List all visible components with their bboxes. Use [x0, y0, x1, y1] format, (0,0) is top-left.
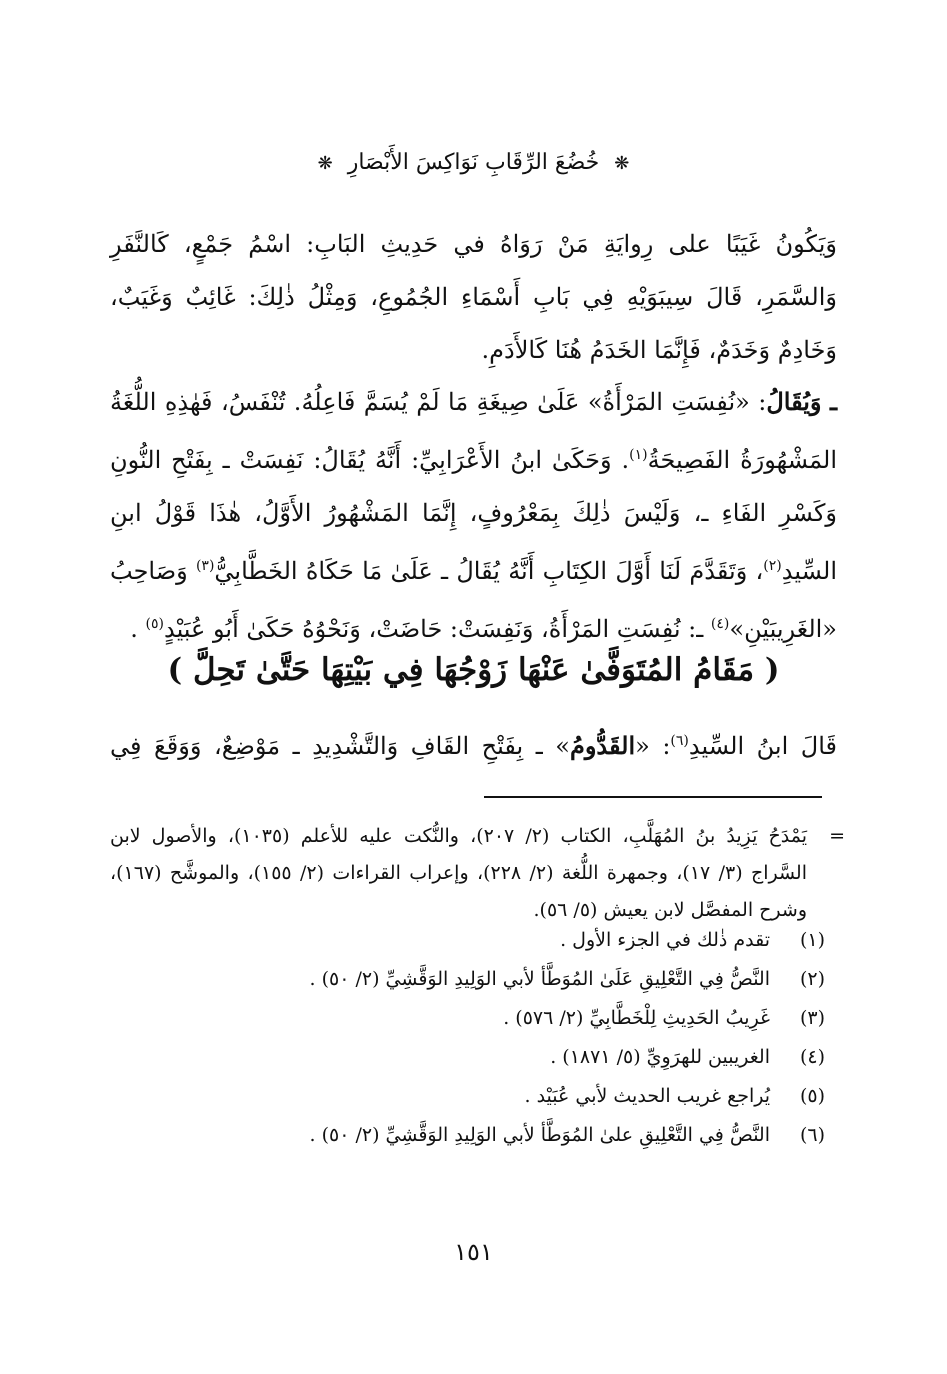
- continuation-mark: =: [829, 825, 845, 847]
- footnote-text: يُراجع غريب الحديث لأبي عُبَيْد .: [524, 1085, 770, 1107]
- paragraph-3-text: » ـ بِفَتْحِ القَافِ وَالتَّشْدِيدِ ـ مَوْضِعٌ، وَوَقَعَ فِي: [110, 732, 570, 760]
- footnote-item: [110, 1046, 837, 1085]
- paragraph-dash: ـ: [829, 387, 837, 416]
- footnote-ref-2[interactable]: (٢): [763, 558, 782, 574]
- footnote-item: [110, 968, 837, 1007]
- footnote-ref-3[interactable]: (٣): [195, 558, 215, 574]
- footnote-text: الغريبين للهرَوِيِّ (٥/ ١٨٧١) .: [550, 1046, 770, 1068]
- running-header: [110, 150, 837, 175]
- footnote-number: (٦): [799, 1124, 825, 1146]
- paragraph-3: [110, 715, 837, 773]
- page-number: ١٥١: [454, 1238, 493, 1266]
- footnote-item: [110, 929, 837, 968]
- paragraph-2-text: ، وَتَقَدَّمَ لَنَا أَوَّلَ الكِتَابِ أَنَّهُ يُقَالُ ـ عَلَىٰ مَا حَكَاهُ الخَطَّابِيُّ: [214, 557, 764, 585]
- paragraph-2-text: وَصَاحِبُ «الغَرِيبَيْنِ»: [110, 557, 837, 643]
- footnote-text: غَرِيبُ الحَدِيثِ لِلْخَطَّابِيِّ (٢/ ٥٧٦) .: [503, 1007, 770, 1029]
- header-title: خُضُعَ الرِّقَابِ نَوَاكِسَ الأَبْصَارِ: [347, 150, 600, 175]
- footnote-number: (٢): [799, 968, 825, 990]
- paragraph-1: وَيَكُونُ غَيَبًا على رِوايَةِ مَنْ رَوَاهُ في حَدِيثِ البَابِ: اسْمُ جَمْعٍ، كَالنَّفَرِ وَالسَّمَرِ، قَالَ سِيبَوَيْهِ فِي بَابِ أَسْمَاءِ الجُمُوعِ، وَمِثْلُ ذٰلِكَ: غَائِبٌ وَغَيَبٌ، وَخَادِمٌ وَخَدَمٌ، فَإِنَّمَا الخَدَمُ هُنَا كَالأَدَمِ.: [110, 230, 838, 364]
- footnote-number: (١): [799, 929, 825, 951]
- footnotes: [110, 818, 845, 1163]
- paragraph-2: [110, 375, 837, 656]
- footnote-continuation-text: يَمْدَحُ يَزِيدُ بنُ المُهَلَّبِ، الكتاب (٢/ ٢٠٧)، والنُّكت عليه للأعلم (١٠٣٥)، والأصول لابن السَّراج (٣/ ١٧)، وجمهرة اللُّغة (٢/ ٢٢٨)، وإعراب القراءات (٢/ ١٥٥)، والموشَّح (١٦٧)، وشرح المفصَّل لابن يعيش (٥/ ٥٦).: [110, 825, 808, 921]
- footnote-continuation: [110, 818, 845, 929]
- footnote-ref-1[interactable]: (١): [629, 447, 648, 463]
- keyword-qaddum: القَدُّومُ: [569, 731, 636, 760]
- paragraph-3-text: : «: [635, 732, 671, 760]
- footnote-item: [110, 1085, 837, 1124]
- footnote-item: [110, 1124, 837, 1163]
- footnote-number: (٤): [799, 1046, 825, 1068]
- ornament-star-icon: ❋: [317, 153, 333, 174]
- keyword-yuqal: وَيُقَالُ: [766, 387, 822, 416]
- footnote-divider: [484, 796, 822, 798]
- paragraph-2-text: ـ: نُفِسَتِ المَرْأَةُ، وَنَفِسَتْ: حَاضَتْ، وَنَحْوُهُ حَكَىٰ أَبُو عُبَيْدٍ: [163, 615, 711, 643]
- ornament-star-icon: ❋: [614, 153, 630, 174]
- footnote-ref-4[interactable]: (٤): [710, 616, 730, 632]
- footnote-text: تقدم ذٰلك في الجزء الأول .: [560, 929, 770, 951]
- footnote-number: (٣): [799, 1007, 825, 1029]
- footnote-number: (٥): [799, 1085, 825, 1107]
- footnote-item: [110, 1007, 837, 1046]
- paragraph-2-text: : «نُفِسَتِ المَرْأَةُ» عَلَىٰ صِيغَةِ مَا لَمْ يُسَمَّ فَاعِلُهُ. تُنْفَسُ، فَهٰذِهِ اللُّغَةُ المَشْهُورَةُ الفَصِيحَةُ: [110, 388, 837, 474]
- paragraph-3-text: قَالَ ابنُ السِّيدِ: [688, 732, 838, 760]
- section-heading: ( مَقَامُ المُتَوَفَّىٰ عَنْهَا زَوْجُهَا فِي بَيْتِهَا حَتَّىٰ تَحِلَّ ): [167, 652, 780, 688]
- footnote-text: النَّصُّ فِي التَّعْلِيقِ علىٰ المُوَطَّأ لأبي الوَلِيدِ الوَقَّشِيِّ (٢/ ٥٠) .: [309, 1124, 770, 1146]
- paragraph-2-text: .: [130, 615, 146, 643]
- footnote-ref-6[interactable]: (٦): [670, 733, 689, 749]
- footnote-ref-5[interactable]: (٥): [145, 616, 164, 632]
- footnote-text: النَّصُّ فِي التَّعْلِيقِ عَلَىٰ المُوَطَّأ لأبي الوَلِيدِ الوَقَّشِيِّ (٢/ ٥٠) .: [309, 968, 770, 990]
- paragraph-2-text: . وَحَكَىٰ ابنُ الأَعْرَابِيِّ: أَنَّهُ يُقَالُ: نَفِسَتْ ـ بِفَتْحِ النُّونِ وَكَسْرِ الفَاءِ ـ، وَلَيْسَ ذٰلِكَ بِمَعْرُوفٍ، إِنَّمَا المَشْهُورُ الأَوَّلُ، هٰذَا قَوْلُ ابنِ السِّيدِ: [110, 446, 837, 585]
